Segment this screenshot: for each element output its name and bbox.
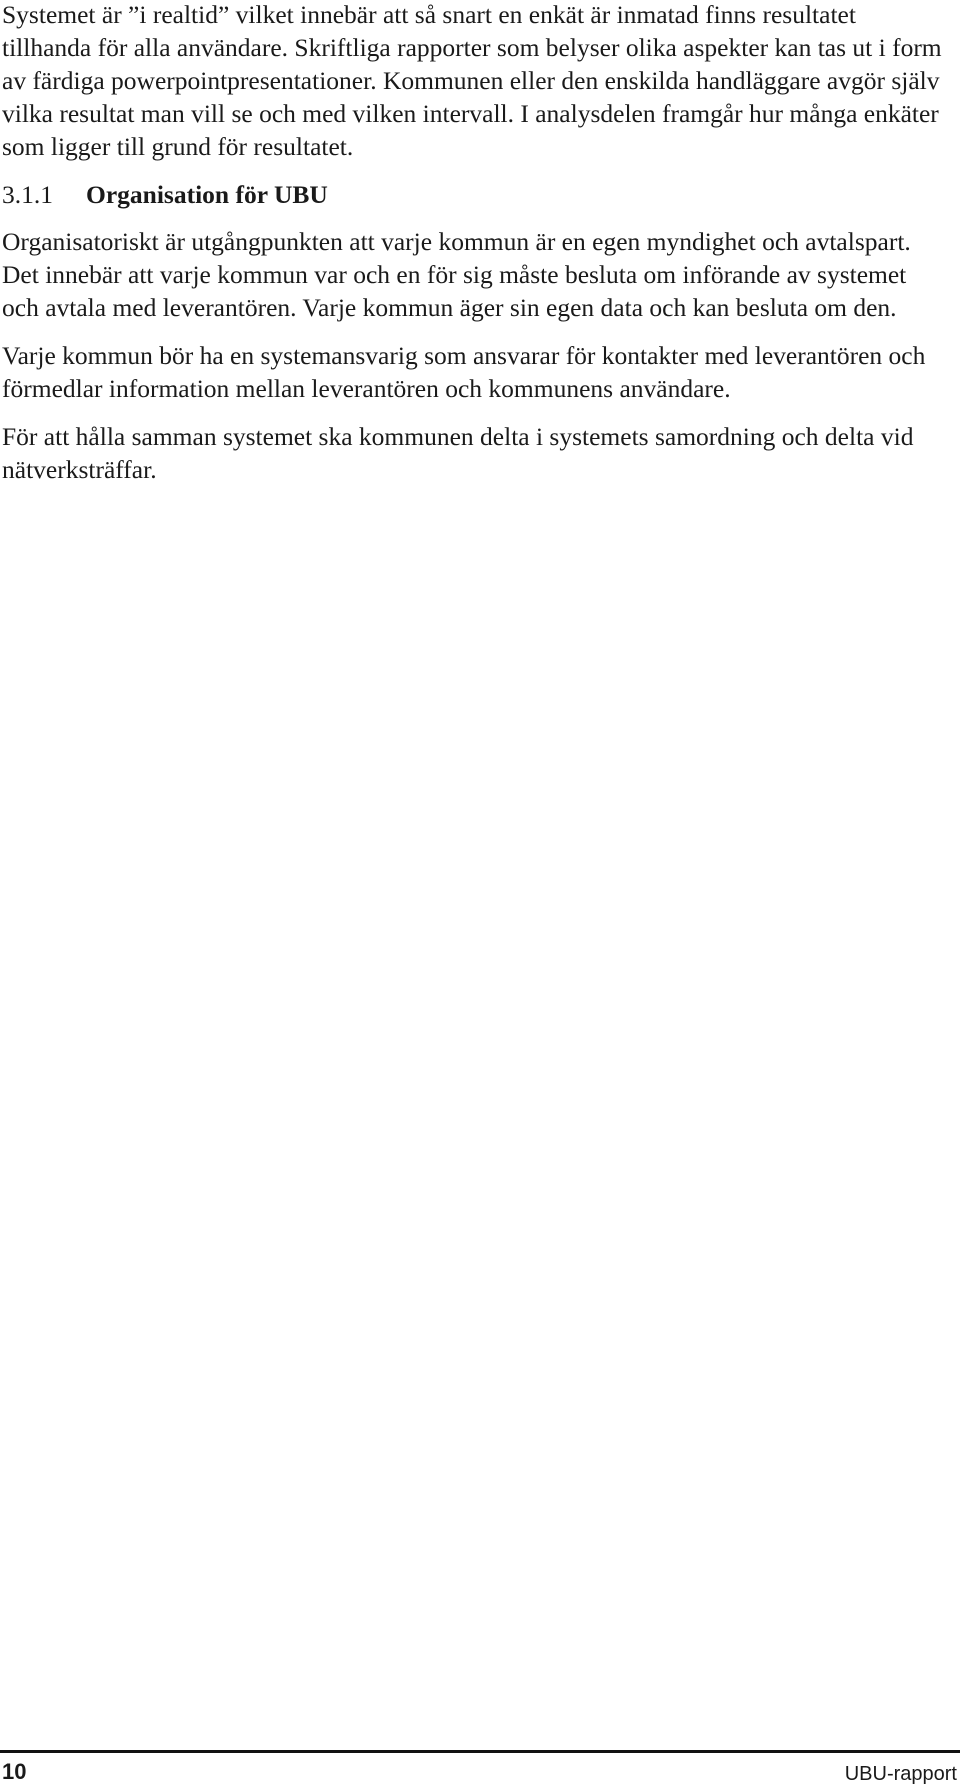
section-number: 3.1.1 [2, 180, 53, 209]
paragraph-systemansvarig: Varje kommun bör ha en systemansvarig som ansvarar för kontakter med leverantören och förmedlar information mellan leverantören och kommunens användare. [2, 341, 926, 403]
section-heading [2, 178, 942, 211]
section-title: Organisation för UBU [86, 180, 328, 209]
footer-page-number: 10 [2, 1759, 27, 1784]
paragraph-samordning: För att hålla samman systemet ska kommunen delta i systemets samordning och delta vid nätverksträffar. [2, 422, 914, 484]
footer-rule [0, 1750, 960, 1753]
body-text [2, 0, 942, 501]
paragraph-organisation: Organisatoriskt är utgångpunkten att varje kommun är en egen myndighet och avtalspart. Det innebär att varje kommun var och en för sig måste besluta om införande av systemet och avtala med leverantören. Varje kommun äger sin egen data och kan besluta om den. [2, 227, 911, 322]
paragraph-intro: Systemet är ”i realtid” vilket innebär att så snart en enkät är inmatad finns resultatet tillhanda för alla användare. Skriftliga rapporter som belyser olika aspekter kan tas ut i form av färdiga powerpointpresentationer. Kommunen eller den enskilda handläggare avgör själv vilka resultat man vill se och med vilken intervall. I analysdelen framgår hur många enkäter som ligger till grund för resultatet. [2, 0, 942, 161]
footer-report-title: UBU-rapport [844, 1763, 957, 1785]
